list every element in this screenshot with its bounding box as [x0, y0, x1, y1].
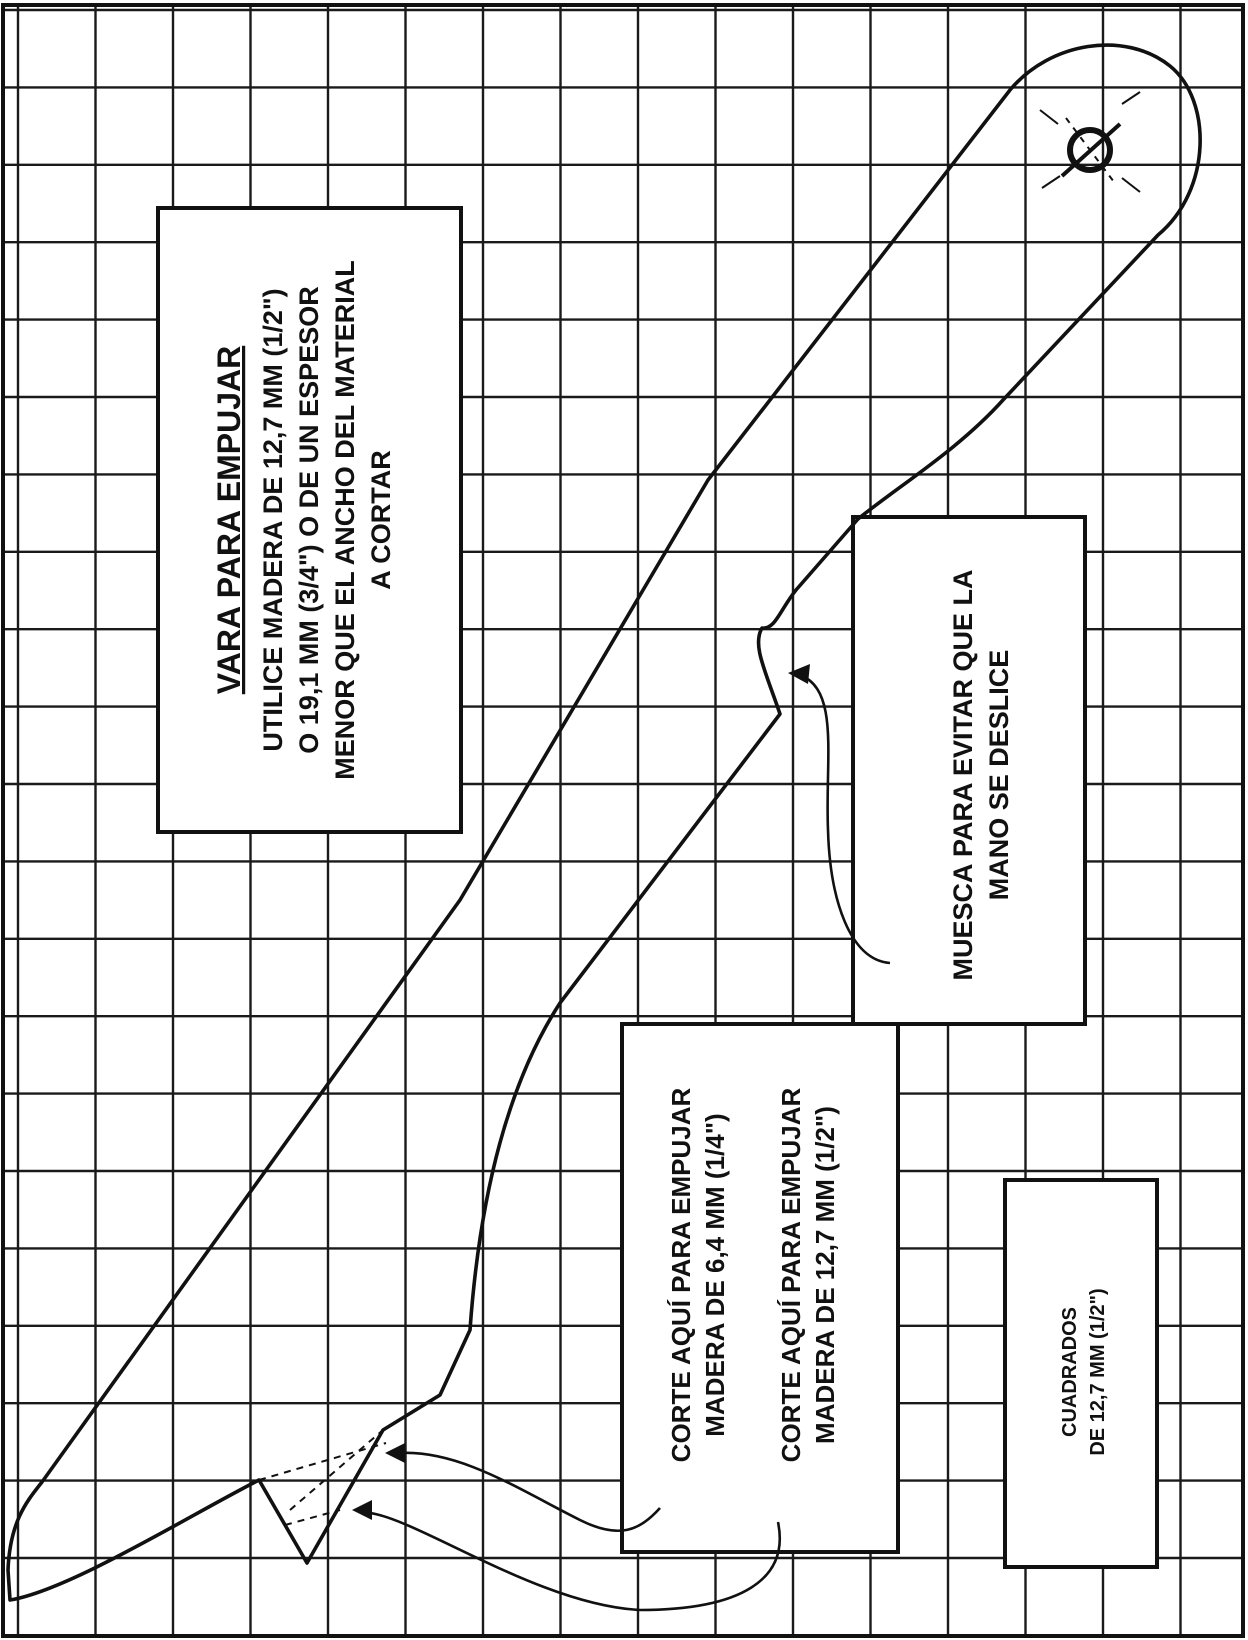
scale-note-line: CUADRADOS [1059, 1307, 1081, 1437]
cut-note-box [622, 1024, 898, 1552]
cut-note-line: MADERA DE 6,4 MM (1/4") [700, 1113, 730, 1437]
cut-note-line: MADERA DE 12,7 MM (1/2") [810, 1106, 840, 1444]
notch-note-line: MUESCA PARA EVITAR QUE LA [948, 569, 978, 981]
scale-note-line: DE 12,7 MM (1/2") [1087, 1288, 1109, 1456]
arrow-icon [352, 1500, 372, 1520]
hole-center-mark-icon [1040, 92, 1140, 192]
cut-note-line: CORTE AQUÍ PARA EMPUJAR [666, 1087, 696, 1463]
instruction-line: A CORTAR [366, 450, 396, 590]
diagram-title: VARA PARA EMPUJAR [211, 345, 247, 695]
arrow-icon [788, 664, 810, 684]
notch-note-line: MANO SE DESLICE [984, 649, 1014, 901]
instruction-line: O 19,1 MM (3/4") O DE UN ESPESOR [294, 286, 324, 754]
cut-note-line: CORTE AQUÍ PARA EMPUJAR [776, 1087, 806, 1463]
instruction-line: UTILICE MADERA DE 12,7 MM (1/2") [258, 288, 288, 752]
scale-note-box [1005, 1180, 1157, 1567]
cut-line-diagonal [290, 1430, 383, 1510]
arrow-icon [385, 1443, 405, 1463]
instruction-line: MENOR QUE EL ANCHO DEL MATERIAL [330, 260, 360, 780]
